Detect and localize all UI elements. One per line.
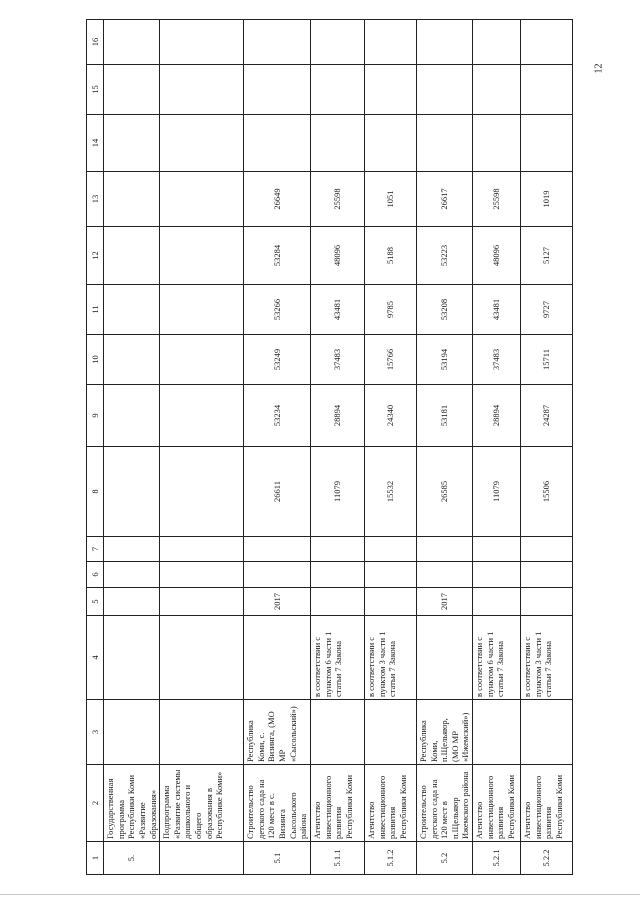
cell-col-1: 5.1.2	[364, 842, 416, 875]
header-row	[87, 20, 104, 875]
table-row	[364, 20, 416, 875]
cell-col-5	[364, 588, 416, 616]
cell-col-6	[310, 562, 364, 588]
column-number-4: 4	[87, 616, 104, 700]
cell-col-5: 2017	[416, 588, 472, 616]
cell-col-7	[473, 537, 521, 562]
column-number-15: 15	[87, 65, 104, 115]
cell-col-15	[310, 65, 364, 115]
cell-col-3: Республика Коми, п.Щельяюр, (МО МР «Ижемский»)	[416, 700, 472, 765]
cell-col-5	[521, 588, 573, 616]
cell-col-8: 11079	[310, 447, 364, 537]
cell-col-3	[473, 700, 521, 765]
cell-col-1: 5.1.1	[310, 842, 364, 875]
cell-col-7	[364, 537, 416, 562]
cell-col-10: 15766	[364, 335, 416, 385]
cell-col-10: 53194	[416, 335, 472, 385]
cell-col-15	[473, 65, 521, 115]
column-number-5: 5	[87, 588, 104, 616]
cell-col-13: 1051	[364, 172, 416, 227]
cell-col-9: 53181	[416, 385, 472, 447]
page-number: 12	[593, 63, 605, 74]
column-number-6: 6	[87, 562, 104, 588]
cell-col-10	[160, 335, 244, 385]
cell-col-16	[310, 20, 364, 65]
column-number-1: 1	[87, 842, 104, 875]
column-number-16: 16	[87, 20, 104, 65]
column-number-10: 10	[87, 335, 104, 385]
cell-col-6	[244, 562, 311, 588]
cell-col-14	[160, 115, 244, 172]
cell-col-11	[160, 285, 244, 335]
cell-col-6	[473, 562, 521, 588]
cell-col-6	[364, 562, 416, 588]
cell-col-15	[521, 65, 573, 115]
scan-edge-line	[0, 894, 640, 895]
column-number-11: 11	[87, 285, 104, 335]
cell-col-2: Агентство инвестиционного развития Республики Коми	[364, 765, 416, 842]
cell-col-4: в соответствии с пунктом 3 части 1 статьи 7 Закона	[521, 616, 573, 700]
cell-col-15	[416, 65, 472, 115]
cell-col-13: 26617	[416, 172, 472, 227]
table-row	[244, 20, 311, 875]
cell-col-11: 53208	[416, 285, 472, 335]
cell-col-13	[160, 172, 244, 227]
cell-col-2: Агентство инвестиционного развития Республики Коми	[521, 765, 573, 842]
column-number-8: 8	[87, 447, 104, 537]
cell-col-10: 37483	[310, 335, 364, 385]
cell-col-16	[364, 20, 416, 65]
cell-col-9: 24287	[521, 385, 573, 447]
cell-col-5	[310, 588, 364, 616]
cell-col-12: 5188	[364, 227, 416, 285]
cell-col-3: Республика Коми, с. Визинга, (МО МР «Сысольский»)	[244, 700, 311, 765]
cell-col-9: 53234	[244, 385, 311, 447]
cell-col-8: 15532	[364, 447, 416, 537]
cell-col-16	[416, 20, 472, 65]
investment-table	[86, 19, 573, 875]
cell-col-6	[160, 562, 244, 588]
cell-col-5	[104, 588, 160, 616]
cell-col-7	[310, 537, 364, 562]
cell-col-9: 28894	[310, 385, 364, 447]
cell-col-6	[104, 562, 160, 588]
column-number-13: 13	[87, 172, 104, 227]
cell-col-1: 5.2	[416, 842, 472, 875]
cell-col-12	[160, 227, 244, 285]
cell-col-4: в соответствии с пунктом 6 части 1 статьи 7 Закона	[473, 616, 521, 700]
cell-col-4	[160, 616, 244, 700]
cell-col-9: 24340	[364, 385, 416, 447]
cell-col-5: 2017	[244, 588, 311, 616]
cell-col-16	[473, 20, 521, 65]
column-number-12: 12	[87, 227, 104, 285]
cell-col-1: 5.2.2	[521, 842, 573, 875]
cell-col-15	[364, 65, 416, 115]
column-number-14: 14	[87, 115, 104, 172]
table-row	[104, 20, 160, 875]
column-number-9: 9	[87, 385, 104, 447]
cell-col-9	[104, 385, 160, 447]
cell-col-13: 26649	[244, 172, 311, 227]
cell-col-5	[160, 588, 244, 616]
cell-col-6	[416, 562, 472, 588]
cell-col-15	[160, 65, 244, 115]
cell-col-4	[416, 616, 472, 700]
cell-col-7	[521, 537, 573, 562]
cell-col-14	[416, 115, 472, 172]
cell-col-3	[364, 700, 416, 765]
cell-col-5	[473, 588, 521, 616]
cell-col-2: Государственная программа Республики Коми «Развитие образования»	[104, 765, 160, 842]
cell-col-4: в соответствии с пунктом 3 части 1 статьи 7 Закона	[364, 616, 416, 700]
cell-col-13: 1019	[521, 172, 573, 227]
cell-col-11: 53266	[244, 285, 311, 335]
cell-col-9: 28894	[473, 385, 521, 447]
cell-col-2: Строительство детского сада на 120 мест в п.Щельяюр Ижемского района	[416, 765, 472, 842]
cell-col-1: 5.	[104, 842, 160, 875]
cell-col-7	[416, 537, 472, 562]
cell-col-11: 43481	[473, 285, 521, 335]
cell-col-2: Агентство инвестиционного развития Республики Коми	[473, 765, 521, 842]
cell-col-12: 53223	[416, 227, 472, 285]
cell-col-13	[104, 172, 160, 227]
cell-col-11: 9785	[364, 285, 416, 335]
column-number-7: 7	[87, 537, 104, 562]
cell-col-8	[104, 447, 160, 537]
cell-col-12: 48096	[310, 227, 364, 285]
cell-col-14	[473, 115, 521, 172]
cell-col-2: Агентство инвестиционного развития Республики Коми	[310, 765, 364, 842]
cell-col-1: 5.2.1	[473, 842, 521, 875]
cell-col-10: 37483	[473, 335, 521, 385]
cell-col-3	[521, 700, 573, 765]
cell-col-3	[310, 700, 364, 765]
cell-col-12: 53284	[244, 227, 311, 285]
cell-col-7	[160, 537, 244, 562]
cell-col-14	[521, 115, 573, 172]
table-row	[160, 20, 244, 875]
cell-col-16	[521, 20, 573, 65]
cell-col-8: 15506	[521, 447, 573, 537]
cell-col-15	[244, 65, 311, 115]
cell-col-3	[160, 700, 244, 765]
table-row	[416, 20, 472, 875]
cell-col-2: Строительство детского сада на 120 мест в с. Визинга Сысольского района	[244, 765, 311, 842]
cell-col-14	[104, 115, 160, 172]
table-row	[473, 20, 521, 875]
cell-col-14	[310, 115, 364, 172]
table-row	[521, 20, 573, 875]
cell-col-16	[104, 20, 160, 65]
cell-col-14	[244, 115, 311, 172]
cell-col-10	[104, 335, 160, 385]
cell-col-1: 5.1	[244, 842, 311, 875]
cell-col-12	[104, 227, 160, 285]
cell-col-10: 53249	[244, 335, 311, 385]
cell-col-2: Подпрограмма «Развитие системы дошкольного и общего образования в Республике Коми»	[160, 765, 244, 842]
cell-col-3	[104, 700, 160, 765]
cell-col-1	[160, 842, 244, 875]
cell-col-9	[160, 385, 244, 447]
cell-col-7	[244, 537, 311, 562]
cell-col-13: 25598	[473, 172, 521, 227]
cell-col-15	[104, 65, 160, 115]
cell-col-8: 26585	[416, 447, 472, 537]
cell-col-13: 25598	[310, 172, 364, 227]
cell-col-4	[104, 616, 160, 700]
rotated-table-container	[86, 20, 564, 875]
cell-col-11: 9727	[521, 285, 573, 335]
table-row	[310, 20, 364, 875]
cell-col-14	[364, 115, 416, 172]
cell-col-8: 26611	[244, 447, 311, 537]
cell-col-11	[104, 285, 160, 335]
cell-col-11: 43481	[310, 285, 364, 335]
cell-col-4	[244, 616, 311, 700]
cell-col-12: 48096	[473, 227, 521, 285]
cell-col-16	[244, 20, 311, 65]
cell-col-6	[521, 562, 573, 588]
cell-col-10: 15711	[521, 335, 573, 385]
column-number-3: 3	[87, 700, 104, 765]
cell-col-8: 11079	[473, 447, 521, 537]
cell-col-16	[160, 20, 244, 65]
cell-col-4: в соответствии с пунктом 6 части 1 статьи 7 Закона	[310, 616, 364, 700]
cell-col-7	[104, 537, 160, 562]
column-number-2: 2	[87, 765, 104, 842]
cell-col-8	[160, 447, 244, 537]
cell-col-12: 5127	[521, 227, 573, 285]
